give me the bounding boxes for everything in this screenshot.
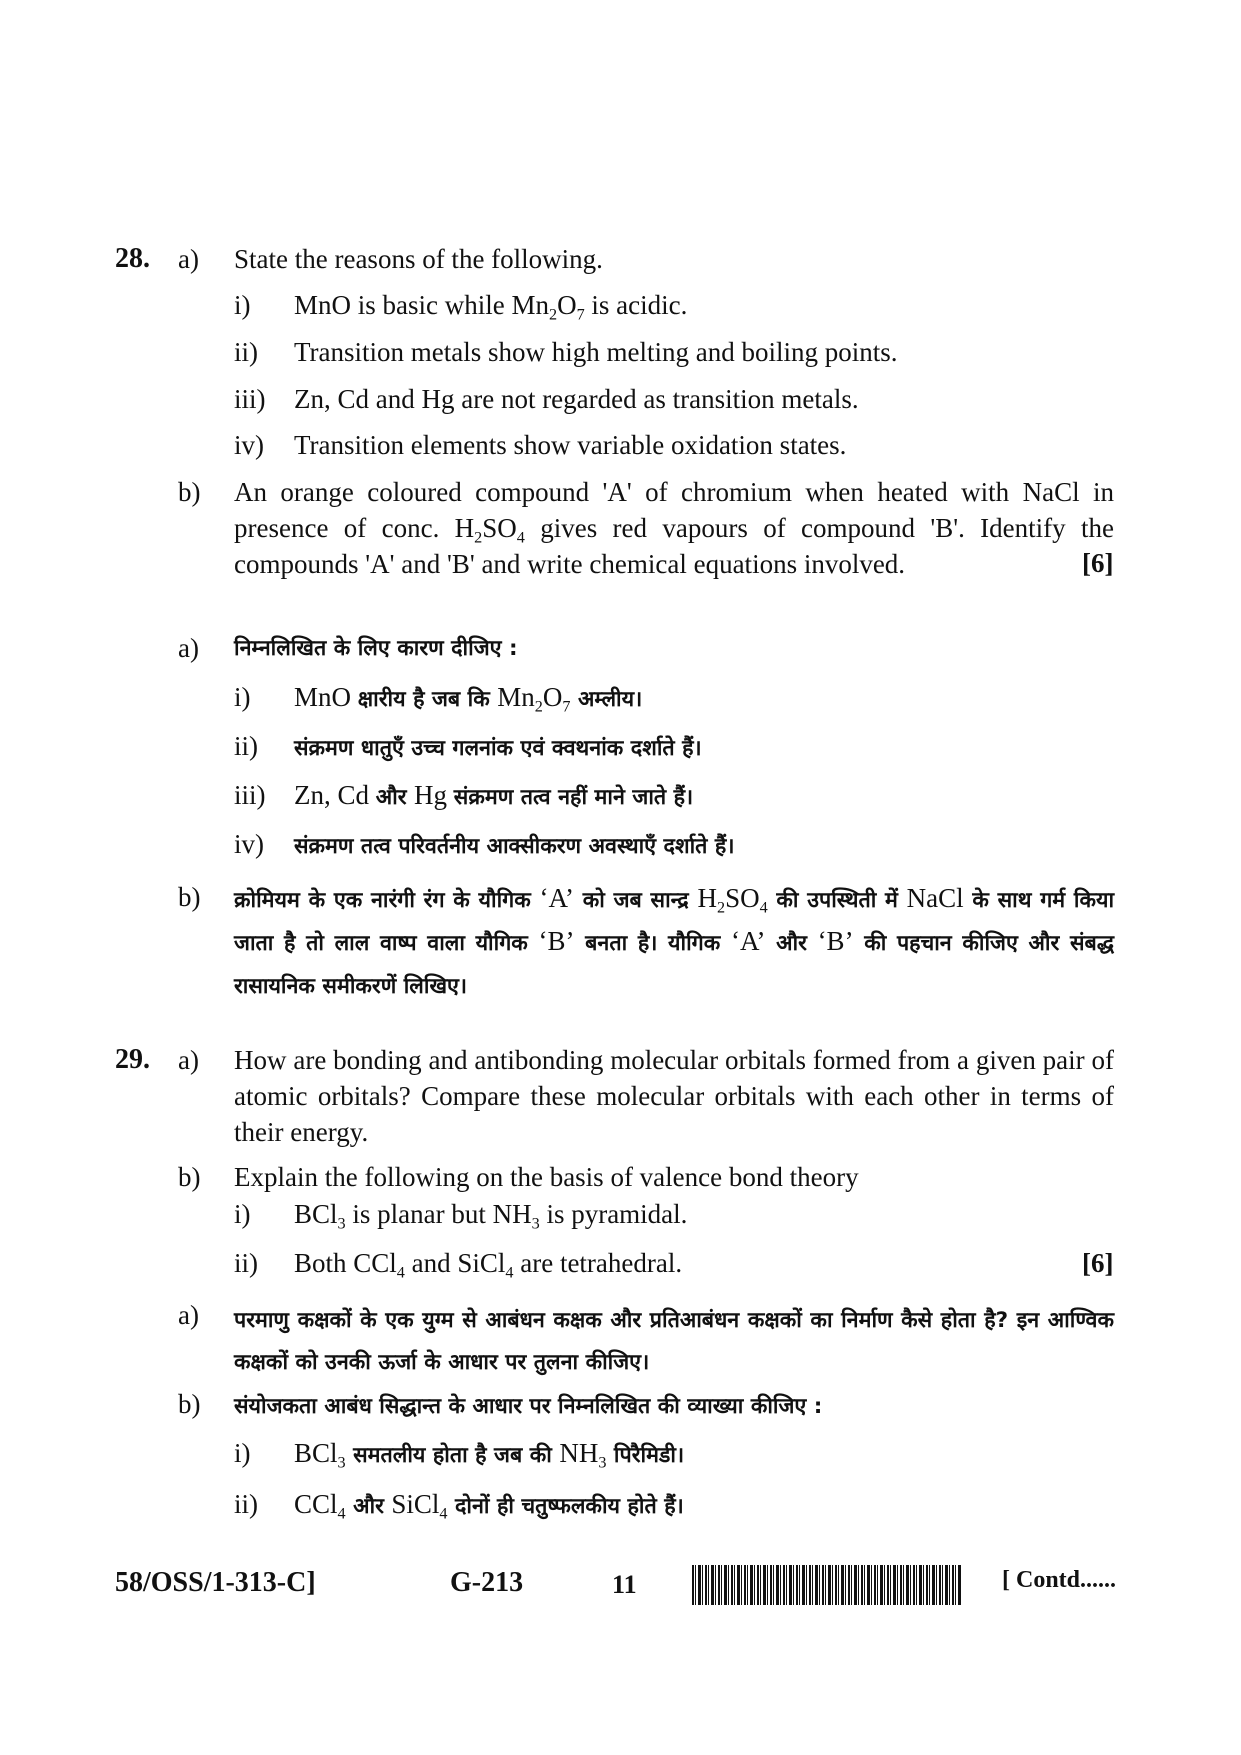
part-label: b) xyxy=(178,1162,201,1192)
marks: [6] xyxy=(1082,548,1114,578)
continued-label: [ Contd...... xyxy=(1002,1567,1117,1593)
part-label: a) xyxy=(178,1300,199,1330)
question-text-hindi: निम्नलिखित के लिए कारण दीजिए : xyxy=(234,636,518,661)
question-number: 28. xyxy=(115,243,150,274)
barcode xyxy=(692,1565,962,1605)
part-label: b) xyxy=(178,1389,201,1419)
part-label: a) xyxy=(178,1045,199,1075)
question-number: 29. xyxy=(115,1044,150,1075)
question-text-hindi: संयोजकता आबंध सिद्धान्त के आधार पर निम्नलिखित की व्याख्या कीजिए : xyxy=(234,1394,823,1419)
subpart-label: i) xyxy=(234,682,251,712)
subpart-label: ii) xyxy=(234,731,258,761)
subpart-text-hindi: Zn, Cd और Hg संक्रमण तत्व नहीं माने जाते हैं। xyxy=(294,780,694,810)
subpart-label: i) xyxy=(234,290,251,320)
subpart-text: Transition elements show variable oxidation states. xyxy=(294,430,847,460)
part-label: b) xyxy=(178,882,201,912)
question-text: State the reasons of the following. xyxy=(234,244,603,274)
question-text: How are bonding and antibonding molecular orbitals formed from a given pair of atomic orbitals? Compare these molecular orbitals with each other in terms of their energy. xyxy=(234,1045,1114,1147)
subpart-label: ii) xyxy=(234,337,258,367)
subpart-text-hindi: CCl$_4$ और SiCl$_4$ दोनों ही चतुष्फलकीय होते हैं। xyxy=(294,1489,684,1523)
part-label: b) xyxy=(178,477,201,507)
subpart-label: iv) xyxy=(234,430,264,460)
question-text: Explain the following on the basis of valence bond theory xyxy=(234,1162,859,1192)
subpart-text-hindi: संक्रमण तत्व परिवर्तनीय आक्सीकरण अवस्थाएँ दर्शाते हैं। xyxy=(294,834,735,859)
subpart-text-hindi: BCl$_3$ समतलीय होता है जब की $NH_3$ पिरैमिडी। xyxy=(294,1438,685,1472)
subpart-text: Both CCl$_4$ and SiCl$_4$ are tetrahedral. xyxy=(294,1248,683,1282)
subpart-label: ii) xyxy=(234,1248,258,1278)
subpart-text-hindi: MnO क्षारीय है जब कि $Mn_2O_7$ अम्लीय। xyxy=(294,682,643,716)
subpart-text: Zn, Cd and Hg are not regarded as transition metals. xyxy=(294,384,859,414)
question-text-hindi: क्रोमियम के एक नारंगी रंग के यौगिक ‘A’ को जब सान्द्र $H_2SO_4$ की उपस्थिती में NaCl के साथ गर्म किया जाता है तो लाल वाष्प वाला यौगिक ‘B’ बनता है। यौगिक ‘A’ और ‘B’ की पहचान कीजिए और संबद्ध रासायनिक समीकरणें लिखिए। xyxy=(234,883,1115,999)
subpart-text-hindi: संक्रमण धातुएँ उच्च गलनांक एवं क्वथनांक दर्शाते हैं। xyxy=(294,736,702,761)
subpart-label: ii) xyxy=(234,1489,258,1519)
part-label: a) xyxy=(178,244,199,274)
subpart-label: i) xyxy=(234,1199,251,1229)
subpart-label: i) xyxy=(234,1438,251,1468)
question-text: An orange coloured compound 'A' of chromium when heated with NaCl in presence of conc. $H_2SO_4$ gives red vapours of compound 'B'. Identify the compounds 'A' and 'B' and write chemical equations involved. xyxy=(234,477,1114,579)
subpart-label: iii) xyxy=(234,780,266,810)
subpart-text: Transition metals show high melting and boiling points. xyxy=(294,337,898,367)
subpart-label: iv) xyxy=(234,829,264,859)
question-text-hindi: परमाणु कक्षकों के एक युग्म से आबंधन कक्षक और प्रतिआबंधन कक्षकों का निर्माण कैसे होता है? इन आण्विक कक्षकों को उनकी ऊर्जा के आधार पर तुलना कीजिए। xyxy=(234,1308,1114,1375)
part-label: a) xyxy=(178,633,199,663)
subpart-label: iii) xyxy=(234,384,266,414)
marks: [6] xyxy=(1082,1248,1114,1278)
subpart-text: BCl$_3$ is planar but $NH_3$ is pyramidal. xyxy=(294,1199,688,1233)
page-number: 11 xyxy=(612,1570,637,1599)
paper-code: 58/OSS/1-313-C] xyxy=(115,1567,316,1598)
subpart-text: MnO is basic while $Mn_2O_7$ is acidic. xyxy=(294,290,688,324)
series-code: G-213 xyxy=(450,1567,524,1598)
